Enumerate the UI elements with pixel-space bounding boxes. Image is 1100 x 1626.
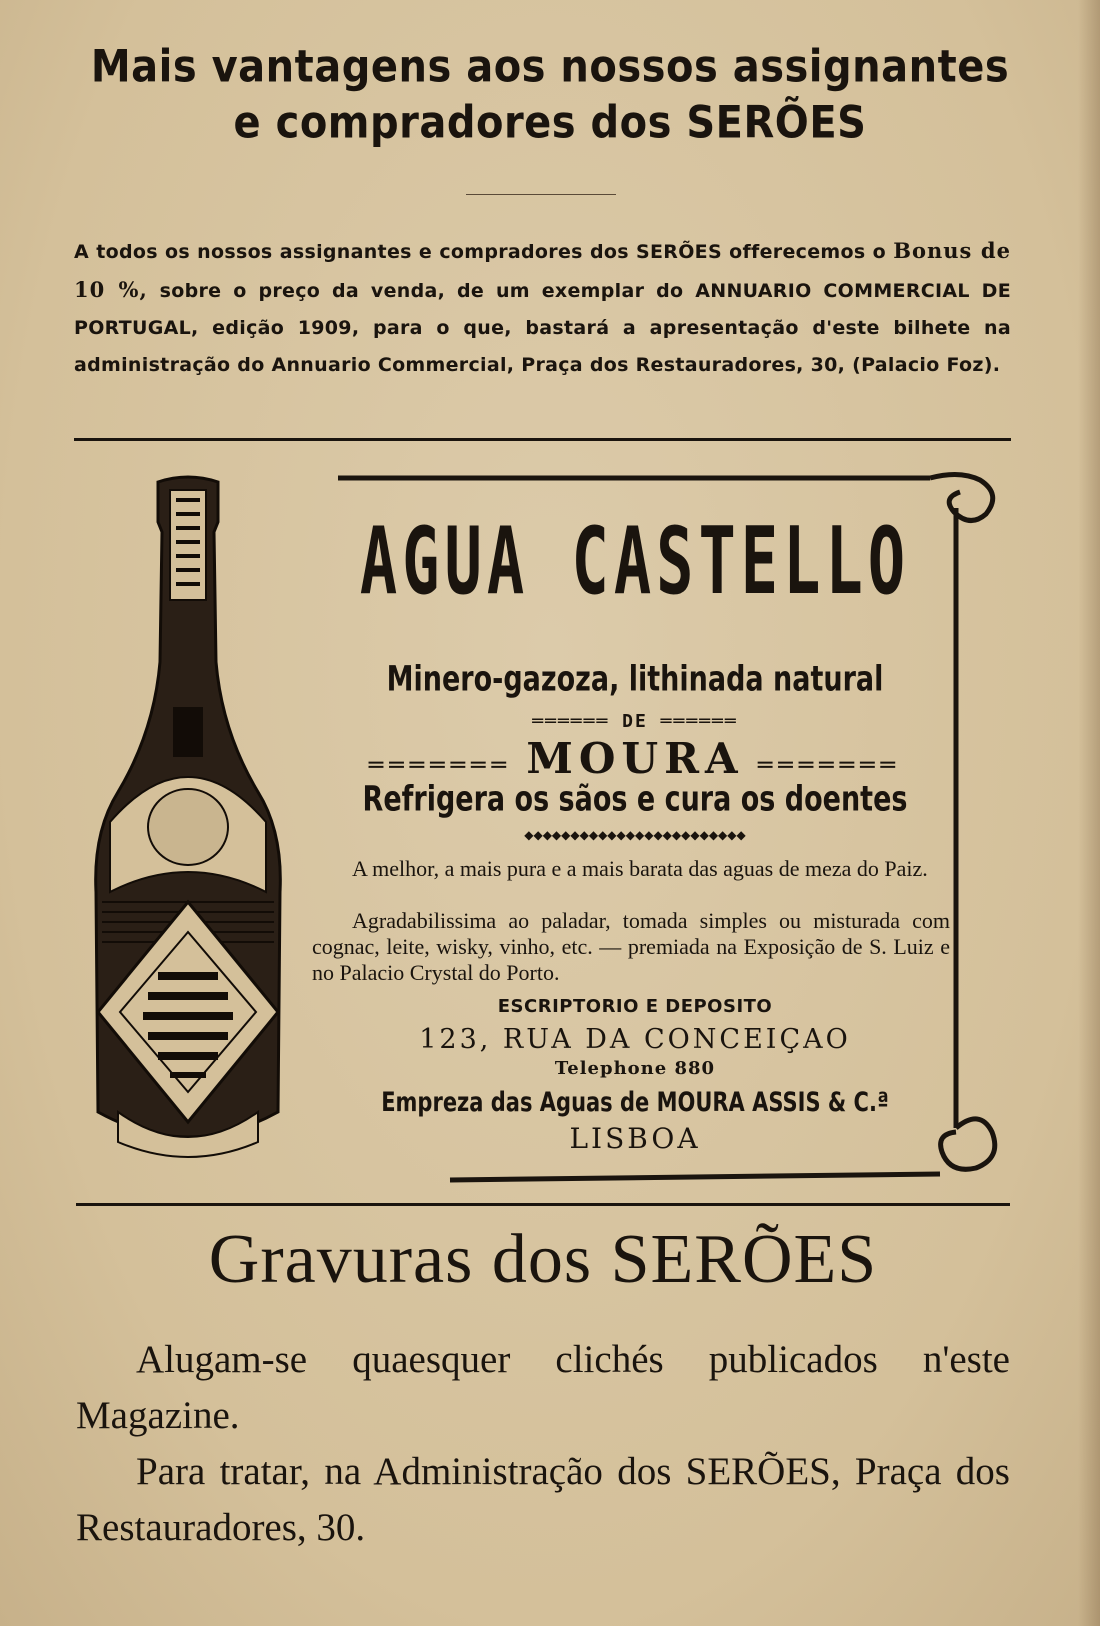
ad-subtitle: Minero-gazoza, lithinada natural bbox=[386, 659, 884, 700]
bonus-text: Bonus de 10 %, bbox=[74, 238, 1011, 302]
section-divider-bottom bbox=[76, 1203, 1010, 1206]
notice-text-part2: sobre o preço da venda, de um exemplar do ANNUARIO COMMERCIAL DE PORTUGAL, edição 1909, para o que, bastará a apresentação d'este bilhete na administração do Annuario Commercial, Praça dos Restauradores, 30, (Palacio Foz). bbox=[74, 280, 1011, 376]
ad-office-heading: ESCRIPTORIO E DEPOSITO bbox=[497, 996, 773, 1017]
page-edge-shadow bbox=[1078, 0, 1100, 1626]
ad-description-1: A melhor, a mais pura e a mais barata das aguas de meza do Paiz. bbox=[352, 856, 928, 881]
section-divider-top bbox=[74, 438, 1011, 441]
gravuras-heading: Gravuras dos SERÕES bbox=[208, 1221, 878, 1298]
gravuras-paragraph-1: Alugam-se quaesquer clichés publicados n'este Magazine. bbox=[76, 1338, 1010, 1437]
ad-moura: MOURA bbox=[526, 734, 744, 783]
notice-text-part1: A todos os nossos assignantes e compradores dos SERÕES offerecemos o bbox=[74, 241, 887, 263]
notice-paragraph bbox=[74, 232, 1011, 384]
ad-moura-line: ═══════ MOURA ═══════ bbox=[368, 734, 902, 783]
ad-ornament: ◆◆◆◆◆◆◆◆◆◆◆◆◆◆◆◆◆◆◆◆◆◆◆◆ bbox=[524, 828, 746, 842]
ad-tagline: Refrigera os sãos e cura os doentes bbox=[362, 779, 908, 820]
short-divider bbox=[466, 194, 616, 195]
ad-de: DE bbox=[622, 711, 648, 732]
notice-headline-line1: Mais vantagens aos nossos assignantes bbox=[90, 41, 1010, 93]
ad-brand: AGUA CASTELLO bbox=[359, 505, 911, 616]
ad-company: Empreza das Aguas de MOURA ASSIS & C.ª bbox=[381, 1087, 889, 1117]
notice-headline-line2: e compradores dos SERÕES bbox=[233, 97, 867, 149]
ad-telephone: Telephone 880 bbox=[554, 1058, 716, 1079]
ad-address: 123, RUA DA CONCEIÇAO bbox=[419, 1024, 851, 1055]
ad-city: LISBOA bbox=[569, 1122, 701, 1155]
ad-description-2: Agradabilissima ao paladar, tomada simples ou misturada com cognac, leite, wisky, vinho, etc. — premiada na Exposição de S. Luiz e no Palacio Crystal do Porto. bbox=[312, 908, 950, 985]
ad-de-line: ══════ DE ══════ bbox=[532, 711, 738, 732]
bottle-illustration bbox=[88, 472, 288, 1172]
gravuras-paragraph-2: Para tratar, na Administração dos SERÕES, Praça dos Restauradores, 30. bbox=[76, 1450, 1010, 1549]
